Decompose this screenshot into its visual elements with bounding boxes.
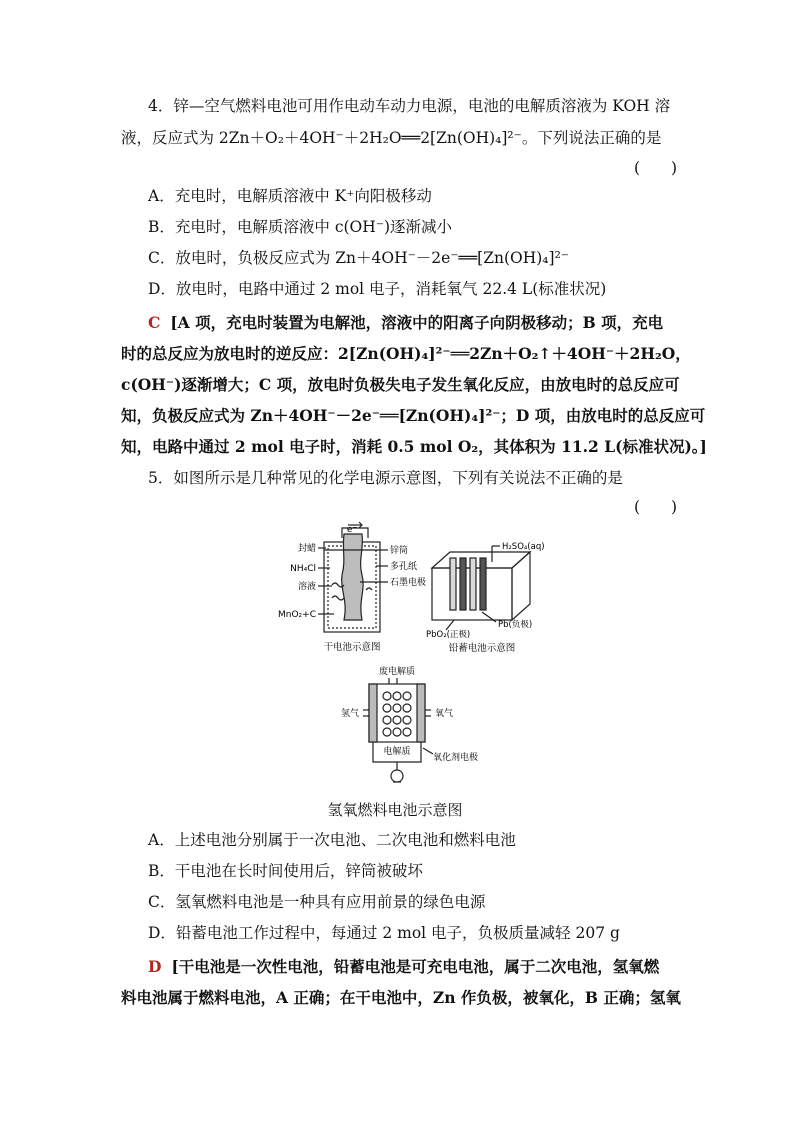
q5-option-c: C．氢氧燃料电池是一种具有应用前景的绿色电源	[148, 893, 486, 911]
paste-swirl-2	[332, 596, 344, 600]
plate-2	[460, 558, 466, 610]
bulb	[391, 770, 403, 782]
a5-line1	[148, 957, 708, 977]
plate-4	[480, 558, 486, 610]
graphite-label: 石墨电极	[390, 578, 427, 588]
nh4cl-label: NH₄Cl	[290, 564, 316, 574]
a4-line5: 知，电路中通过 2 mol 电子时，消耗 0.5 mol O₂，其体积为 11.2 L(标准状况)。]	[121, 437, 707, 456]
a4-letter: C	[148, 313, 161, 332]
q5-option-d: D．铅蓄电池工作过程中，每通过 2 mol 电子，负极质量减轻 207 g	[148, 924, 620, 942]
h2so4-label: H₂SO₄(aq)	[502, 542, 545, 552]
oxygen-label: 氧气	[435, 709, 454, 719]
pb-label: Pb(负极)	[498, 620, 533, 630]
hydrogen-label: 氢气	[340, 709, 359, 719]
dry-cell-diagram	[278, 520, 432, 660]
porous-paper-label: 多孔纸	[390, 562, 418, 572]
q5-option-a: A．上述电池分别属于一次电池、二次电池和燃料电池	[148, 831, 516, 849]
battery-side	[512, 552, 530, 620]
plate-3	[470, 558, 476, 610]
plate-1	[450, 558, 456, 610]
q5-stem-line1: 5．如图所示是几种常见的化学电源示意图，下列有关说法不正确的是	[148, 469, 623, 487]
paste-swirl-3	[366, 588, 372, 590]
a4-text1: [A 项，充电时装置为电解池，溶液中的阳离子向阴极移动；B 项，充电	[170, 313, 664, 332]
q4-option-a: A．充电时，电解质溶液中 K⁺向阳极移动	[148, 187, 432, 205]
a4-line1	[148, 313, 708, 333]
electron-label: e⁻	[346, 525, 358, 535]
lead-acid-diagram	[420, 540, 560, 658]
q4-option-b: B．充电时，电解质溶液中 c(OH⁻)逐渐减小	[148, 218, 452, 236]
a5-line2: 料电池属于燃料电池，A 正确；在干电池中，Zn 作负极，被氧化，B 正确；氢氧	[121, 988, 681, 1007]
waste-electrolyte-label: 废电解质	[378, 667, 416, 677]
lead-acid-caption: 铅蓄电池示意图	[448, 643, 516, 654]
a4-line2: 时的总反应为放电时的逆反应：2[Zn(OH)₄]²⁻══2Zn＋O₂↑＋4OH⁻＋2H₂O，	[121, 344, 691, 363]
oxidizer-electrode	[417, 684, 425, 742]
hydrogen-electrode	[369, 684, 377, 742]
q4-option-c: C．放电时，负极反应式为 Zn＋4OH⁻－2e⁻══[Zn(OH)₄]²⁻	[148, 249, 569, 267]
a4-line4: 知，负极反应式为 Zn＋4OH⁻－2e⁻══[Zn(OH)₄]²⁻；D 项，由放电时的总反应可	[121, 406, 706, 425]
a4-line3: c(OH⁻)逐渐增大；C 项，放电时负极失电子发生氧化反应，由放电时的总反应可	[121, 375, 680, 394]
fuel-cell-caption: 氢氧燃料电池示意图	[327, 801, 463, 819]
wax-label: 封蜡	[297, 544, 316, 554]
q4-answer-blank: ( )	[634, 159, 678, 177]
q5-answer-blank: ( )	[634, 498, 678, 516]
mno2c-label: MnO₂+C	[278, 610, 316, 620]
oxidizer-electrode-label: 氧化剂电极	[433, 753, 479, 763]
solution-label: 溶液	[297, 582, 316, 592]
q4-stem-line1: 4．锌—空气燃料电池可用作电动车动力电源，电池的电解质溶液为 KOH 溶	[148, 97, 671, 115]
q4-stem-line2: 液，反应式为 2Zn＋O₂＋4OH⁻＋2H₂O══2[Zn(OH)₄]²⁻。下列说法正确的是	[121, 129, 662, 147]
zinc-can-label: 锌筒	[390, 546, 409, 556]
dry-cell-caption: 干电池示意图	[323, 642, 381, 653]
pbo2-label: PbO₂(正极)	[426, 630, 471, 640]
fuel-cell-diagram	[333, 664, 493, 792]
electrolyte-label: 电解质	[383, 747, 411, 757]
graphite-rod	[342, 534, 363, 620]
a5-text1: [干电池是一次性电池，铅蓄电池是可充电电池，属于二次电池，氢氧燃	[171, 957, 660, 976]
q4-option-d: D．放电时，电路中通过 2 mol 电子，消耗氧气 22.4 L(标准状况)	[148, 280, 607, 298]
q5-option-b: B．干电池在长时间使用后，锌筒被破坏	[148, 862, 423, 880]
a5-letter: D	[148, 957, 162, 976]
